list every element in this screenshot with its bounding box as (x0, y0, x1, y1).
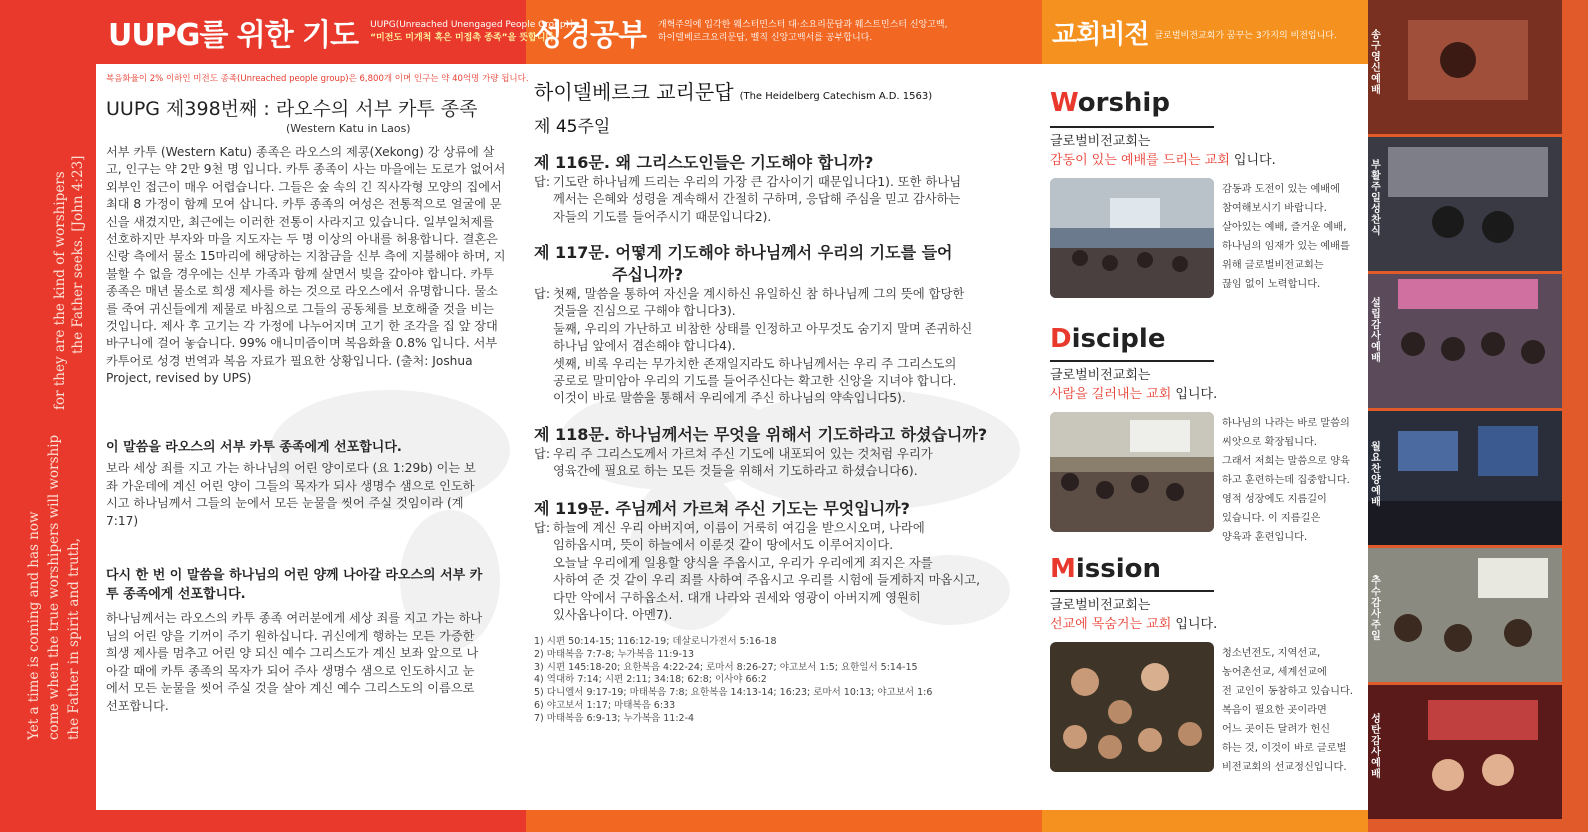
uupg-body-line: 불할 수 없을 경우에는 신부 가족과 함께 살면서 빚을 갚아야 합니다. 카투 (106, 266, 494, 281)
mission-text-line: 전 교인이 동참하고 있습니다. (1222, 686, 1354, 697)
again-line: 희생 제사를 멈추고 어린 양 되신 예수 그리스도가 계신 보좌 앞으로 나 (106, 646, 479, 661)
worship-photo (1050, 178, 1214, 298)
answer-line: 둘째, 우리의 가난하고 비참한 상태를 인정하고 아무것도 숨기지 말며 존귀하신 (553, 321, 973, 336)
worship-sub-highlight: 감동이 있는 예배를 드리는 교회 (1050, 153, 1230, 168)
answer-line: 첫째, 말씀을 통하여 자신을 계시하신 유일하신 참 하나님께 그의 뜻에 합당한 (553, 287, 965, 301)
proclaim-heading: 이 말씀을 라오스의 서부 카투 종족에게 선포합니다. (106, 440, 402, 455)
worship-rest: orship (1077, 88, 1170, 118)
reference: 1) 시편 50:14-15; 116:12-19; 데살로니가전서 5:16-18 (534, 636, 777, 647)
answer-line: 것들을 진심으로 구해야 합니다3). (553, 304, 736, 319)
answer-line: 공로로 말미암아 우리의 기도를 들어주신다는 확고한 신앙을 지녀야 합니다. (553, 374, 957, 389)
mission-sub-highlight: 선교에 목숨거는 교회 (1050, 617, 1172, 632)
answer-line: 께서는 은혜와 성령을 계속해서 간절히 구하며, 응답해 주심을 믿고 감사하는 (553, 192, 961, 207)
uupg-body-line: 바구니에 걸어 놓습니다. 99% 애니미즘이며 복음화율 0.8% 입니다. 서부 (106, 336, 498, 351)
uupg-body-line: 외부인 접근이 매우 어렵습니다. 그들은 숲 속의 긴 직사각형 모양의 집에서 (106, 179, 502, 194)
uupg-header-note-1: UUPG(Unreached Unengaged People Group)는 (370, 20, 578, 30)
uupg-body-line: 종족은 매년 물소로 희생 제사를 하는 것으로 라오스에서 유명합니다. 물소 (106, 284, 498, 299)
verse-panel (0, 64, 96, 810)
question-117-cont: 주십니까? (612, 265, 684, 284)
worship-photo-image (1050, 178, 1214, 298)
bible-header-note-1: 개혁주의에 입각한 웨스터민스터 대·소요리문답과 웨스트민스터 신앙고백, (657, 20, 948, 30)
again-body (106, 610, 514, 716)
verse-line-4: come when the true worshipers will worship (46, 434, 62, 740)
again-line: 아갈 때에 카투 종족의 목자가 되어 주사 생명수 샘으로 인도하시고 눈 (106, 663, 475, 678)
question-116: 제 116문. 왜 그리스도인들은 기도해야 합니까? (534, 153, 874, 172)
uupg-header (108, 0, 578, 64)
catechism-title-en: (The Heidelberg Catechism A.D. 1563) (739, 91, 933, 102)
proclaim-body (106, 460, 514, 530)
answer-label: 답: (534, 447, 551, 461)
answer-116 (534, 174, 1014, 226)
disciple-sub-highlight: 사람을 길러내는 교회 (1050, 387, 1172, 402)
event-photo (1368, 685, 1562, 819)
mission-rest: ission (1075, 554, 1162, 584)
event-photo (1368, 137, 1562, 271)
worship-text-line: 위해 글로벌비전교회는 (1222, 260, 1324, 271)
answer-line: 영육간에 필요로 하는 모든 것들을 위해서 기도하라고 하셨습니다6). (553, 464, 918, 479)
worship-sub-end: 입니다. (1229, 153, 1276, 168)
mission-text-line: 어느 곳이든 달려가 헌신 (1222, 724, 1331, 735)
verse-line-3: Yet a time is coming and has now (26, 511, 42, 740)
verse-line-1: for they are the kind of worshipers (52, 171, 68, 410)
worship-text-line: 감동과 도전이 있는 예배에 (1222, 184, 1340, 195)
disciple-rule (1050, 360, 1214, 362)
uupg-body-line: 것입니다. 제사 후 고기는 각 가정에 나누어지며 고기 한 조각을 집 앞 장대 (106, 319, 498, 334)
answer-line: 있사옵나이다. 아멘7). (553, 608, 673, 623)
uupg-body-line: 카투어로 성경 번역과 복음 자료가 필요한 상황입니다. (출처: Joshua (106, 353, 473, 368)
event-label: 송구영신예배 (1371, 30, 1381, 96)
worship-text (1222, 180, 1350, 294)
bottom-band-orange (526, 810, 1042, 832)
uupg-body-line: 고, 인구는 약 2만 9천 명 입니다. 카투 종족이 사는 마을에는 도로가 없어서 (106, 162, 506, 177)
worship-cap: W (1050, 88, 1078, 118)
answer-line: 오늘날 우리에게 일용할 양식을 주옵시고, 우리가 우리에게 죄지은 자를 (553, 555, 933, 570)
references (534, 636, 932, 726)
bottom-band-amber (1042, 810, 1368, 832)
answer-label: 답: (534, 287, 551, 301)
catechism-title (534, 76, 932, 105)
worship-sub (1050, 132, 1276, 170)
proclaim-line: 7:17) (106, 513, 139, 528)
again-line: 하나님께서는 라오스의 카투 종족 여러분에게 세상 죄를 지고 가는 하나 (106, 611, 483, 625)
answer-line: 사하여 준 것 같이 우리 죄를 사하여 주옵시고 우리를 시험에 들게하지 마옵시고, (553, 573, 981, 588)
event-photo (1368, 411, 1562, 545)
answer-label: 답: (534, 521, 551, 535)
uupg-header-title: UUPG를 위한 기도 (108, 18, 359, 53)
uupg-body-line: 서부 카투 (Western Katu) 종족은 라오스의 제콩(Xekong) 강 상류에 살 (106, 145, 495, 159)
uupg-body (106, 144, 514, 388)
disciple-text-line: 양육과 훈련입니다. (1222, 532, 1308, 543)
mission-sub (1050, 596, 1217, 634)
mission-heading (1050, 554, 1161, 584)
uupg-subtitle: (Western Katu in Laos) (286, 122, 411, 135)
again-line: 님의 어린 양을 기꺼이 주기 원하십니다. 귀신에게 행하는 모든 가증한 (106, 628, 475, 643)
event-photo (1368, 548, 1562, 682)
vision-header-title: 교회비전 (1052, 19, 1149, 50)
bible-header-note (658, 19, 948, 45)
mission-text (1222, 644, 1353, 777)
bible-header (534, 0, 947, 64)
catechism-week: 제 45주일 (534, 117, 611, 137)
uupg-body-line: 선호하지만 부자와 마을 지도자는 두 명 이상의 아내를 허용합니다. 결혼은 (106, 232, 498, 247)
disciple-rest: isciple (1071, 324, 1166, 354)
answer-line: 하늘에 계신 우리 아버지여, 이름이 거룩히 여김을 받으시오며, 나라에 (553, 521, 925, 535)
mission-cap: M (1050, 554, 1076, 584)
uupg-body-line: 신을 새겼지만, 최근에는 이러한 전통이 사라지고 있습니다. 일부일처제를 (106, 214, 495, 229)
answer-line: 자들의 기도를 들어주시기 때문입니다2). (553, 209, 772, 224)
verse-line-5: the Father in spirit and truth, (66, 537, 82, 740)
disciple-text-line: 영적 성장에도 지름길이 (1222, 494, 1327, 505)
mission-text-line: 청소년전도, 지역선교, (1222, 648, 1321, 659)
worship-text-line: 살아있는 예배, 즐거운 예배, (1222, 222, 1347, 233)
vision-header (1052, 0, 1337, 64)
reference: 5) 다니엘서 9:17-19; 마태복음 7:8; 요한복음 14:13-14; 16:23; 로마서 10:13; 야고보서 1:6 (534, 687, 933, 699)
uupg-red-note: 복음화율이 2% 이하인 미전도 종족(Unreached people group)은 6,800개 이며 인구는 약 40억명 가량 됩니다. (106, 74, 529, 84)
reference: 7) 마태복음 6:9-13; 누가복음 11:2-4 (534, 712, 695, 724)
worship-rule (1050, 126, 1214, 128)
worship-text-line: 하나님의 임재가 있는 예배를 (1222, 241, 1350, 252)
disciple-text-line: 그래서 저희는 말씀으로 양육 (1222, 456, 1350, 467)
disciple-photo-image (1050, 412, 1214, 532)
event-label: 월요찬양예배 (1371, 442, 1381, 508)
worship-heading (1050, 88, 1170, 118)
again-heading (106, 566, 514, 604)
uupg-body-line: Project, revised by UPS) (106, 371, 252, 386)
event-photo (1368, 274, 1562, 408)
worship-text-line: 참여해보시기 바랍니다. (1222, 203, 1327, 214)
vision-header-note: 글로벌비전교회가 꿈꾸는 3가지의 비전입니다. (1154, 30, 1337, 41)
answer-line: 이것이 바로 말씀을 통해서 우리에게 주신 하나님의 약속입니다5). (553, 391, 906, 406)
again-heading-line-2: 투 종족에게 선포합니다. (106, 587, 246, 602)
disciple-sub-1: 글로벌비전교회는 (1050, 368, 1151, 383)
bible-header-title: 성경공부 (534, 18, 646, 53)
mission-photo-image (1050, 642, 1214, 772)
question-119: 제 119문. 주님께서 가르쳐 주신 기도는 무엇입니까? (534, 499, 910, 518)
answer-117 (534, 286, 1014, 408)
catechism-title-ko: 하이델베르크 교리문답 (534, 80, 734, 104)
uupg-body-line: 를 죽여 귀신들에게 제물로 바침으로 그들의 공동체를 보호해줄 것을 비는 (106, 301, 495, 316)
reference: 4) 역대하 7:14; 시편 2:11; 34:18; 62:8; 이사야 66:2 (534, 674, 767, 686)
disciple-text-line: 씨앗으로 확장됩니다. (1222, 437, 1318, 448)
again-line: 선포합니다. (106, 698, 169, 713)
disciple-text-line: 하고 훈련하는데 집중합니다. (1222, 475, 1350, 486)
mission-text-line: 복음이 필요한 곳이라면 (1222, 705, 1327, 716)
question-117: 제 117문. 어떻게 기도해야 하나님께서 우리의 기도를 들어 (534, 243, 953, 262)
reference: 2) 마태복음 7:7-8; 누가복음 11:9-13 (534, 648, 695, 660)
proclaim-line: 보라 세상 죄를 지고 가는 하나님의 어린 양이로다 (요 1:29b) 이는 보 (106, 461, 476, 475)
uupg-body-line: 신랑 측에서 물소 15마리에 해당하는 지참금을 신부 측에 지불해야 하며, 지 (106, 249, 506, 264)
event-label: 추수감사주일 (1371, 576, 1381, 642)
uupg-header-note-2: “미전도 미개척 혹은 미접촉 종족”을 뜻합니다. (370, 33, 558, 43)
bottom-band-red (96, 810, 526, 832)
bible-header-note-2: 하이델베르크요리문답, 벨직 신앙고백서를 공부합니다. (657, 33, 873, 43)
disciple-sub (1050, 366, 1217, 404)
answer-line: 하나님 앞에서 겸손해야 합니다4). (553, 339, 736, 354)
disciple-cap: D (1050, 324, 1072, 354)
answer-line: 다만 악에서 구하옵소서. 대개 나라와 권세와 영광이 아버지께 영원히 (553, 590, 921, 605)
proclaim-line: 시고 하나님께서 그들의 눈에서 모든 눈물을 씻어 주실 것임이라 (계 (106, 496, 464, 511)
mission-rule (1050, 590, 1214, 592)
mission-sub-end: 입니다. (1171, 617, 1218, 632)
answer-line: 임하옵시며, 뜻이 하늘에서 이룬것 같이 땅에서도 이루어지이다. (553, 538, 894, 553)
mission-text-line: 비전교회의 선교정신입니다. (1222, 762, 1347, 773)
disciple-text-line: 있습니다. 이 지름길은 (1222, 513, 1321, 524)
again-heading-line-1: 다시 한 번 이 말씀을 하나님의 어린 양께 나아갈 라오스의 서부 카 (106, 568, 483, 583)
answer-118 (534, 446, 1014, 481)
worship-text-line: 끊임 없이 노력합니다. (1222, 279, 1321, 290)
uupg-title: UUPG 제398번째 : 라오수의 서부 카투 종족 (106, 98, 478, 120)
question-118: 제 118문. 하나님께서는 무엇을 위해서 기도하라고 하셨습니까? (534, 425, 988, 444)
disciple-sub-end: 입니다. (1171, 387, 1218, 402)
disciple-heading (1050, 324, 1165, 354)
event-label: 설립감사예배 (1371, 298, 1381, 364)
event-label: 부활주일 성찬식 (1371, 160, 1381, 237)
verse-line-2: the Father seeks. [John 4:23] (70, 155, 86, 354)
mission-text-line: 농어촌선교, 세계선교에 (1222, 667, 1327, 678)
disciple-text (1222, 414, 1350, 547)
answer-line: 우리 주 그리스도께서 가르쳐 주신 기도에 내포되어 있는 것처럼 우리가 (553, 447, 933, 461)
again-line: 에서 모든 눈물을 씻어 주실 것을 살아 계신 예수 그리스도의 이름으로 (106, 681, 475, 696)
answer-line: 셋째, 비록 우리는 무가치한 존재일지라도 하나님께서는 우리 주 그리스도의 (553, 356, 957, 371)
disciple-text-line: 하나님의 나라는 바로 말씀의 (1222, 418, 1350, 429)
event-photo (1368, 0, 1562, 134)
answer-119 (534, 520, 1014, 624)
event-label: 성탄감사예배 (1371, 714, 1381, 780)
reference: 3) 시편 145:18-20; 요한복음 4:22-24; 로마서 8:26-27; 야고보서 1:5; 요한일서 5:14-15 (534, 661, 918, 673)
disciple-photo (1050, 412, 1214, 532)
reference: 6) 야고보서 1:17; 마태복음 6:33 (534, 699, 676, 711)
mission-sub-1: 글로벌비전교회는 (1050, 598, 1151, 613)
mission-photo (1050, 642, 1214, 772)
answer-line: 기도란 하나님께 드리는 우리의 가장 큰 감사이기 때문입니다1). 또한 하나님 (553, 175, 962, 189)
proclaim-line: 좌 가운데에 계신 어린 양이 그들의 목자가 되사 생명수 샘으로 인도하 (106, 478, 475, 493)
worship-sub-1: 글로벌비전교회는 (1050, 134, 1151, 149)
uupg-body-line: 최대 8 가정이 함께 모여 삽니다. 카투 종족의 여성은 전통적으로 얼굴에 문 (106, 197, 502, 212)
answer-label: 답: (534, 175, 551, 189)
mission-text-line: 하는 것, 이것이 바로 글로벌 (1222, 743, 1347, 754)
